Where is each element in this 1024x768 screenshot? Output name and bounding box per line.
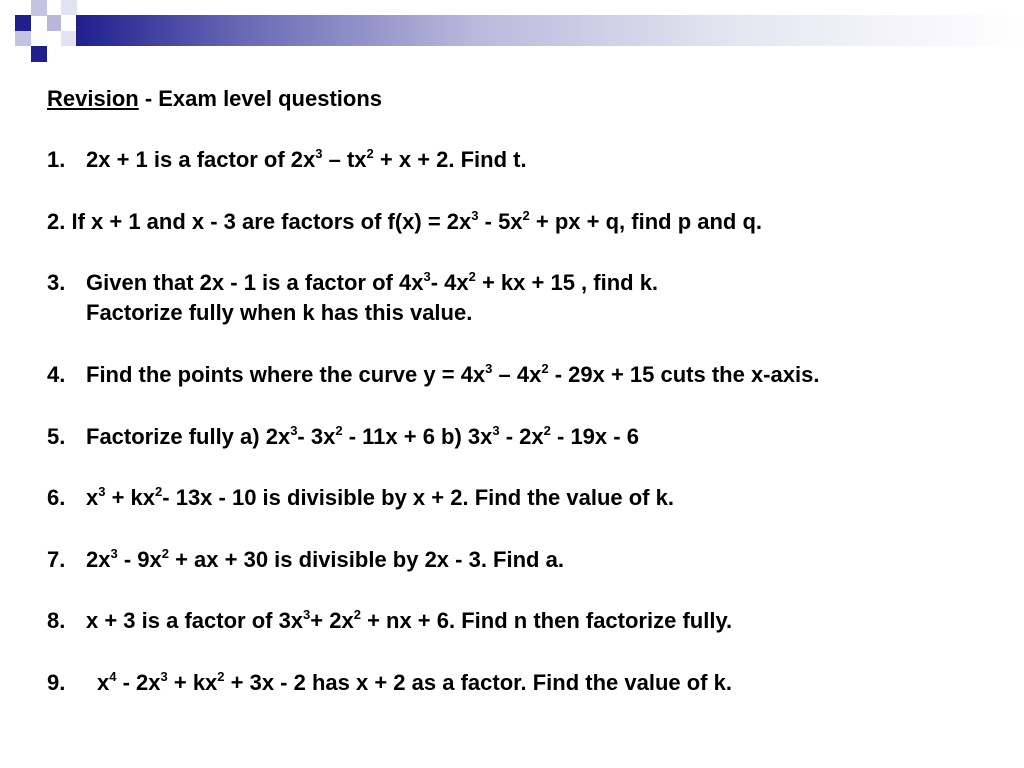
- text-segment: - 11x + 6 b) 3x: [342, 424, 493, 449]
- question-number: 6.: [47, 485, 66, 510]
- text-segment: + 2x: [310, 608, 354, 633]
- exponent: 3: [423, 269, 431, 284]
- exponent: 3: [110, 546, 118, 561]
- question-text: [86, 606, 732, 636]
- deco-square-navy: [31, 46, 47, 62]
- exponent: 2: [335, 423, 343, 438]
- text-segment: + nx + 6. Find n then factorize fully.: [360, 608, 733, 633]
- title-underlined: Revision: [47, 86, 139, 111]
- question-text: [86, 268, 658, 298]
- text-segment: + x + 2. Find t.: [373, 147, 527, 172]
- text-segment: - 2x: [116, 670, 161, 695]
- exponent: 2: [161, 546, 169, 561]
- text-segment: - 4x: [430, 270, 469, 295]
- text-segment: – 4x: [492, 362, 542, 387]
- exponent: 3: [303, 607, 311, 622]
- exponent: 2: [353, 607, 361, 622]
- text-segment: + px + q, find p and q.: [529, 209, 763, 234]
- question-text: [86, 483, 674, 513]
- deco-square-lavender: [15, 31, 31, 46]
- exponent: 2: [155, 484, 163, 499]
- text-segment: x: [97, 670, 110, 695]
- exponent: 3: [485, 361, 493, 376]
- text-segment: + kx: [105, 485, 156, 510]
- text-segment: + ax + 30 is divisible by 2x - 3. Find a.: [168, 547, 564, 572]
- title-rest: - Exam level questions: [138, 86, 383, 111]
- question-number: 5.: [47, 424, 66, 449]
- text-segment: - 3x: [297, 424, 336, 449]
- question-text: [86, 422, 639, 452]
- text-segment: + kx: [167, 670, 218, 695]
- deco-square-pale: [61, 31, 77, 46]
- question-number: 3.: [47, 270, 66, 295]
- question-number: 1.: [47, 147, 66, 172]
- question-text: [86, 145, 527, 175]
- question-text: [86, 360, 819, 390]
- text-segment: - 13x - 10 is divisible by x + 2. Find the value of k.: [162, 485, 674, 510]
- deco-square-navy: [15, 15, 31, 31]
- text-segment: Given that 2x - 1 is a factor of 4x: [86, 270, 424, 295]
- text-segment: - 9x: [117, 547, 162, 572]
- header-gradient-band: [76, 15, 1024, 46]
- exponent: 2: [522, 208, 530, 223]
- text-segment: + kx + 15 , find k.: [475, 270, 659, 295]
- exponent: 3: [315, 146, 323, 161]
- text-segment: - 2x: [499, 424, 544, 449]
- text-segment: x + 3 is a factor of 3x: [86, 608, 304, 633]
- slide-title: [47, 84, 382, 114]
- text-segment: - 5x: [478, 209, 523, 234]
- text-segment: 2x + 1 is a factor of 2x: [86, 147, 316, 172]
- question-number: 8.: [47, 608, 66, 633]
- exponent: 3: [471, 208, 479, 223]
- deco-square-lavender: [31, 0, 47, 16]
- question-number: 7.: [47, 547, 66, 572]
- question-text: [97, 668, 732, 698]
- deco-square-pale: [61, 0, 77, 15]
- exponent: 2: [541, 361, 549, 376]
- text-segment: - 19x - 6: [550, 424, 639, 449]
- exponent: 2: [468, 269, 476, 284]
- text-segment: – tx: [322, 147, 367, 172]
- question-2: [47, 207, 762, 237]
- text-segment: - 29x + 15 cuts the x-axis.: [548, 362, 820, 387]
- exponent: 2: [217, 669, 225, 684]
- exponent: 3: [290, 423, 298, 438]
- text-segment: 2. If x + 1 and x - 3 are factors of f(x) = 2x: [47, 209, 472, 234]
- exponent: 2: [366, 146, 374, 161]
- text-segment: Find the points where the curve y = 4x: [86, 362, 486, 387]
- exponent: 3: [160, 669, 168, 684]
- text-segment: + 3x - 2 has x + 2 as a factor. Find the value of k.: [224, 670, 732, 695]
- exponent: 3: [98, 484, 106, 499]
- exponent: 4: [109, 669, 117, 684]
- question-text-line2: Factorize fully when k has this value.: [86, 300, 473, 325]
- text-segment: Factorize fully a) 2x: [86, 424, 291, 449]
- question-number: 9.: [47, 670, 66, 695]
- question-number: 4.: [47, 362, 66, 387]
- text-segment: x: [86, 485, 99, 510]
- exponent: 3: [492, 423, 500, 438]
- text-segment: 2x: [86, 547, 111, 572]
- deco-square-lavender: [47, 15, 61, 31]
- exponent: 2: [543, 423, 551, 438]
- question-text: [86, 545, 564, 575]
